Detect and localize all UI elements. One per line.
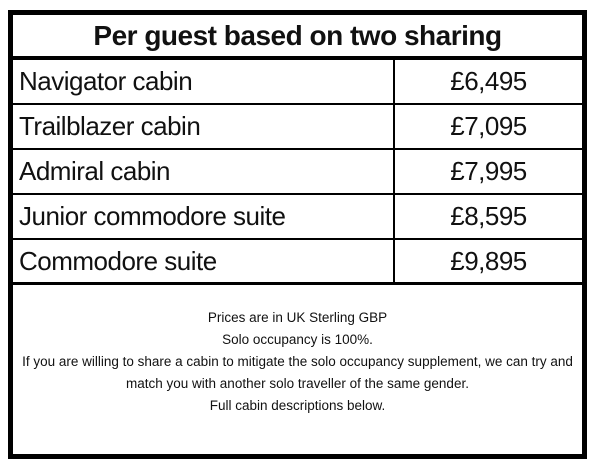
cabin-name: Trailblazer cabin (19, 111, 201, 141)
table-title: Per guest based on two sharing (13, 15, 582, 60)
note-solo-occupancy: Solo occupancy is 100%. (222, 332, 373, 347)
cabin-price: £9,895 (393, 240, 582, 282)
cabin-name: Navigator cabin (19, 66, 193, 96)
table-row (13, 195, 582, 240)
cabin-price: £7,095 (393, 105, 582, 148)
footer-notes (13, 285, 582, 454)
cabin-price-table (8, 10, 587, 459)
note-currency: Prices are in UK Sterling GBP (207, 310, 388, 325)
cabin-name: Commodore suite (19, 245, 217, 276)
table-row (13, 240, 582, 285)
cabin-price: £8,595 (393, 195, 582, 238)
table-row (13, 60, 582, 105)
note-full-descriptions: Full cabin descriptions below. (209, 398, 386, 413)
cabin-price: £7,995 (393, 150, 582, 193)
cabin-name: Admiral cabin (19, 156, 171, 186)
note-share-cabin: If you are willing to share a cabin to mitigate the solo occupancy supplement, we can try and match you with another solo traveller of the same gender. (22, 354, 573, 391)
cabin-name: Junior commodore suite (19, 201, 286, 231)
cabin-price: £6,495 (393, 60, 582, 103)
table-row (13, 105, 582, 150)
table-row (13, 150, 582, 195)
